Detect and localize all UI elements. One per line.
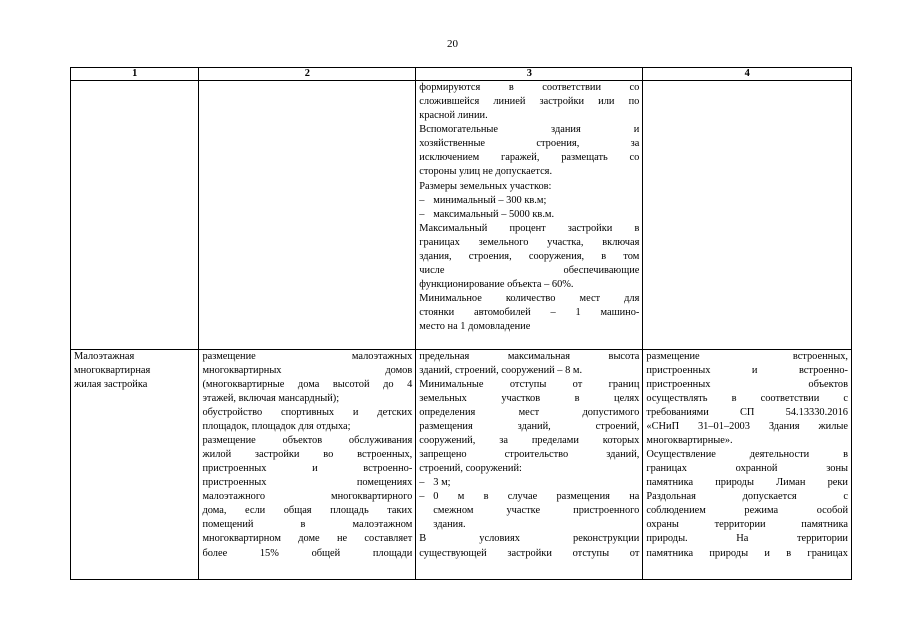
text-line: дома, если общая площадь таких	[202, 505, 413, 517]
text-line: размещение малоэтажных	[202, 350, 413, 362]
text-line: существующей застройки отступы от	[419, 547, 640, 559]
text-line: природы. На территории	[646, 533, 848, 545]
text-line: земельных участков в целях	[419, 392, 640, 404]
list-item	[419, 476, 639, 490]
header-col-4: 4	[643, 68, 852, 81]
list-item-text: минимальный – 300 кв.м;	[433, 194, 547, 206]
text-line: площадок, площадок для отдыха;	[202, 421, 351, 433]
text-line: жилой застройки во встроенных,	[202, 449, 413, 461]
row2-col1	[71, 349, 199, 579]
text-line: требованиями СП 54.13330.2016	[646, 407, 848, 419]
text-line: «СНиП 31–01–2003 Здания жилые	[646, 421, 848, 433]
text-line: соблюдением режима особой	[646, 505, 848, 517]
text-line: осуществлять в соответствии с	[646, 392, 848, 404]
text-line: жилая застройка	[74, 378, 148, 390]
row1-col4	[643, 81, 852, 350]
text-line: числе обеспечивающие	[419, 264, 640, 276]
text-line: Раздольная допускается с	[646, 491, 848, 503]
header-col-2: 2	[199, 68, 416, 81]
text-line: обустройство спортивных и детских	[202, 407, 413, 419]
dash-bullet: –	[419, 477, 425, 489]
header-col-1: 1	[71, 68, 199, 81]
text-line: (многоквартирные дома высотой до 4	[202, 378, 413, 390]
dash-bullet: –	[419, 194, 425, 206]
text-line: стоянки автомобилей – 1 машино-	[419, 306, 640, 318]
text-line: формируются в соответствии со	[419, 82, 640, 94]
text-line: границах земельного участка, включая	[419, 236, 640, 248]
list-item	[419, 490, 639, 532]
text-line: определения мест допустимого	[419, 407, 640, 419]
text-line: многоквартирном доме не составляет	[202, 533, 413, 545]
text-line: здания.	[433, 519, 466, 531]
text-line: здания, строения, сооружения, в том	[419, 250, 640, 262]
text-line: Малоэтажная	[74, 350, 135, 362]
text-line: 0 м в случае размещения на	[433, 491, 640, 503]
zoning-table	[70, 67, 852, 580]
text-line: малоэтажного многоквартирного	[202, 491, 413, 503]
text-line: стороны улиц не допускается.	[419, 166, 553, 178]
text-line: предельная максимальная высота	[419, 350, 640, 362]
text-line: Размеры земельных участков:	[419, 180, 552, 192]
table-row	[71, 81, 852, 350]
list-item-text: 3 м;	[433, 477, 451, 489]
text-line: В условиях реконструкции	[419, 533, 640, 545]
list-item-text	[433, 490, 639, 532]
text-line: сложившейся линией застройки или по	[419, 96, 640, 108]
text-line: памятника природы и в границах	[646, 547, 848, 559]
text-line: пристроенных и встроенно-	[646, 364, 848, 376]
text-line: хозяйственные строения, за	[419, 138, 640, 150]
row2-col3	[416, 349, 643, 579]
text-line: зданий, строений, сооружений – 8 м.	[419, 364, 583, 376]
text-line: смежном участке пристроенного	[433, 505, 640, 517]
list-item	[419, 208, 639, 222]
text-line: Вспомогательные здания и	[419, 124, 640, 136]
text-line: пристроенных объектов	[646, 378, 848, 390]
text-line: многоквартирная	[74, 364, 151, 376]
text-line: более 15% общей площади	[202, 547, 413, 559]
text-line: Максимальный процент застройки в	[419, 222, 640, 234]
text-line: красной линии.	[419, 110, 488, 122]
text-line: размещение объектов обслуживания	[202, 435, 413, 447]
text-line: границах охранной зоны	[646, 463, 848, 475]
row1-col1	[71, 81, 199, 350]
page-number: 20	[447, 38, 458, 50]
text-line: сооружений, за пределами которых	[419, 435, 640, 447]
row2-col4	[643, 349, 852, 579]
text-line: памятника природы Лиман реки	[646, 477, 848, 489]
row1-col3	[416, 81, 643, 350]
row1-col2	[199, 81, 416, 350]
header-row	[71, 68, 852, 81]
text-line: пристроенных и встроенно-	[202, 463, 413, 475]
text-line: охраны территории памятника	[646, 519, 848, 531]
dash-bullet: –	[419, 491, 425, 503]
text-line: многоквартирных домов	[202, 364, 413, 376]
header-col-3: 3	[416, 68, 643, 81]
text-line: размещения зданий, строений,	[419, 421, 640, 433]
text-line: запрещено строительство зданий,	[419, 449, 640, 461]
list-item	[419, 194, 639, 208]
text-line: помещений в малоэтажном	[202, 519, 413, 531]
table-row	[71, 349, 852, 579]
text-line: этажей, включая мансардный);	[202, 392, 340, 404]
text-line: функционирование объекта – 60%.	[419, 278, 574, 290]
text-line: исключением гаражей, размещать со	[419, 152, 640, 164]
row2-col2	[199, 349, 416, 579]
text-line: Осуществление деятельности в	[646, 449, 848, 461]
dash-bullet: –	[419, 208, 425, 220]
text-line: размещение встроенных,	[646, 350, 848, 362]
text-line: строений, сооружений:	[419, 463, 522, 475]
text-line: Минимальное количество мест для	[419, 292, 640, 304]
text-line: Минимальные отступы от границ	[419, 378, 640, 390]
text-line: пристроенных помещениях	[202, 477, 413, 489]
text-line: многоквартирные».	[646, 435, 733, 447]
text-line: место на 1 домовладение	[419, 320, 531, 332]
list-item-text: максимальный – 5000 кв.м.	[433, 208, 555, 220]
